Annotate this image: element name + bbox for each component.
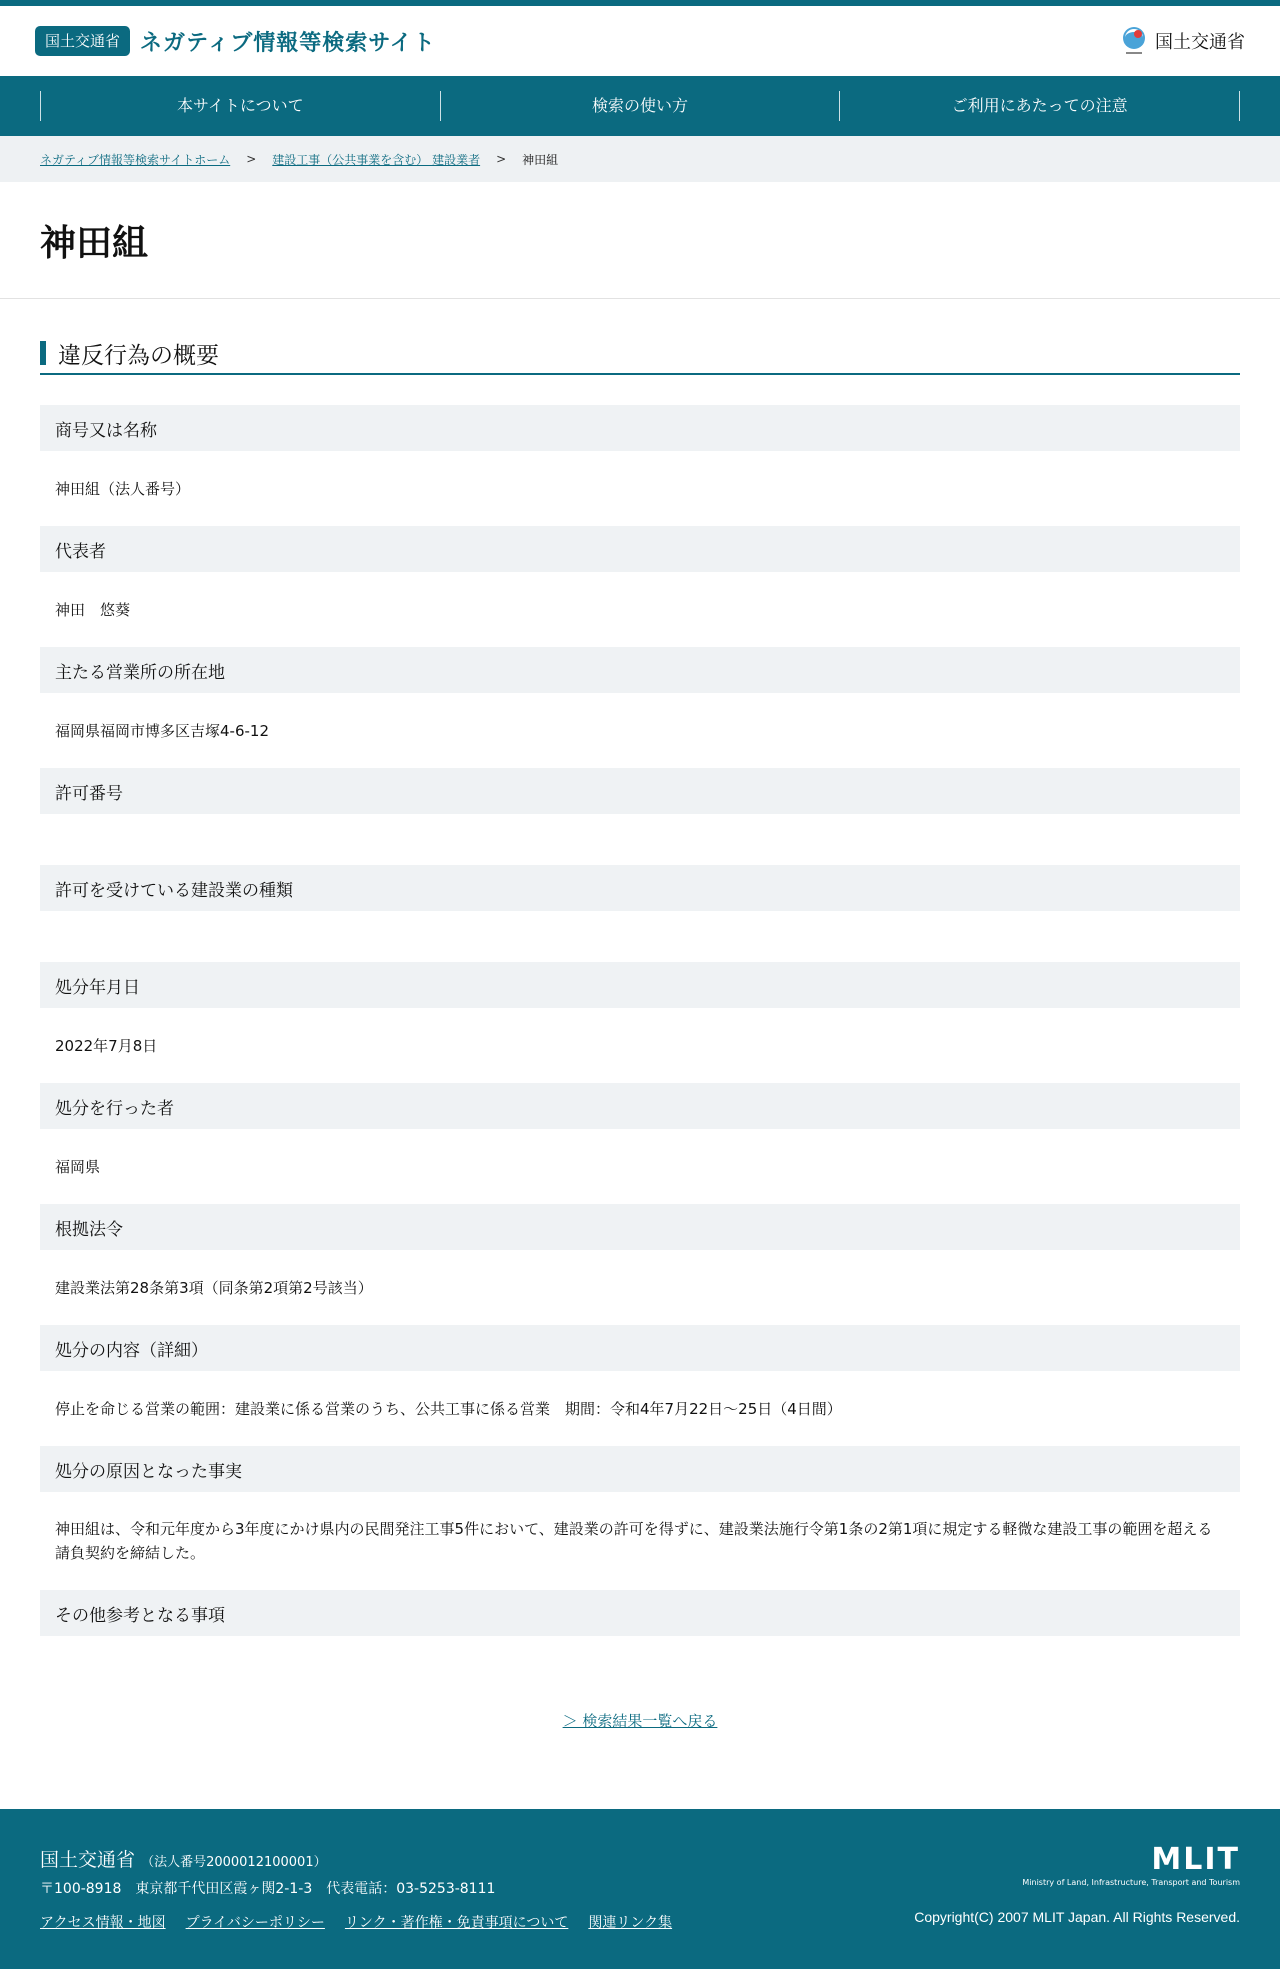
section-heading-text: 違反行為の概要 bbox=[58, 342, 219, 369]
field-label-disposition-details: 処分の内容（詳細） bbox=[40, 1325, 1240, 1371]
footer-link-copyright[interactable]: リンク・著作権・免責事項について bbox=[344, 1915, 569, 1931]
mlit-wordmark: MLIT bbox=[1151, 1842, 1240, 1877]
ministry-logo-text: 国土交通省 bbox=[1155, 32, 1245, 53]
footer-link-access[interactable]: アクセス情報・地図 bbox=[40, 1915, 166, 1931]
breadcrumb-current: 神田組 bbox=[522, 152, 559, 167]
ministry-badge: 国土交通省 bbox=[35, 26, 130, 56]
field-label-other-notes: その他参考となる事項 bbox=[40, 1590, 1240, 1636]
violation-details bbox=[40, 405, 1240, 1636]
section-heading bbox=[40, 337, 1240, 375]
field-label-license-types: 許可を受けている建設業の種類 bbox=[40, 865, 1240, 911]
site-header bbox=[0, 6, 1280, 76]
field-value-company-name: 神田組（法人番号） bbox=[55, 479, 191, 498]
field-value-license-types bbox=[40, 911, 1240, 962]
field-value-cause-facts: 神田組は、令和元年度から3年度にかけ県内の民間発注工事5件において、建設業の許可を得ずに、建設業法施行令第1条の2第1項に規定する軽微な建設工事の範囲を超える請負契約を締結した。 bbox=[55, 1520, 1213, 1562]
main-nav bbox=[0, 76, 1280, 136]
site-title: ネガティブ情報等検索サイト bbox=[140, 30, 436, 56]
ministry-logo[interactable] bbox=[1119, 25, 1245, 57]
field-label-cause-facts: 処分の原因となった事実 bbox=[40, 1446, 1240, 1492]
field-label-representative: 代表者 bbox=[40, 526, 1240, 572]
page-title-area bbox=[0, 182, 1280, 299]
field-label-legal-basis: 根拠法令 bbox=[40, 1204, 1240, 1250]
field-label-company-name: 商号又は名称 bbox=[40, 405, 1240, 451]
footer-link-related[interactable]: 関連リンク集 bbox=[588, 1915, 673, 1931]
field-value-license-number bbox=[40, 814, 1240, 865]
breadcrumb-separator: > bbox=[496, 152, 507, 166]
breadcrumb-separator: > bbox=[246, 152, 257, 166]
footer-mlit-logo[interactable] bbox=[1022, 1842, 1240, 1887]
breadcrumb-category-link[interactable]: 建設工事（公共事業を含む） 建設業者 bbox=[272, 152, 481, 167]
footer-org-name: 国土交通省 bbox=[40, 1849, 136, 1871]
nav-how-to-search[interactable]: 検索の使い方 bbox=[440, 91, 840, 121]
footer-address: 〒100-8918 東京都千代田区霞ヶ関2-1-3 代表電話：03-5253-8111 bbox=[40, 1881, 496, 1897]
site-footer bbox=[0, 1809, 1280, 1969]
copyright-text: Copyright(C) 2007 MLIT Japan. All Rights Reserved. bbox=[914, 1909, 1240, 1925]
nav-terms-of-use[interactable]: ご利用にあたっての注意 bbox=[839, 91, 1240, 121]
breadcrumb-home-link[interactable]: ネガティブ情報等検索サイトホーム bbox=[40, 152, 231, 167]
back-to-results-link[interactable]: ＞ 検索結果一覧へ戻る bbox=[562, 1712, 718, 1730]
field-label-license-number: 許可番号 bbox=[40, 768, 1240, 814]
field-value-legal-basis: 建設業法第28条第3項（同条第2項第2号該当） bbox=[55, 1278, 373, 1297]
page-title: 神田組 bbox=[40, 222, 149, 264]
field-label-disposition-date: 処分年月日 bbox=[40, 962, 1240, 1008]
back-link-area bbox=[40, 1710, 1240, 1742]
field-value-representative: 神田 悠葵 bbox=[55, 600, 131, 619]
field-label-main-office: 主たる営業所の所在地 bbox=[40, 647, 1240, 693]
footer-link-privacy[interactable]: プライバシーポリシー bbox=[185, 1915, 325, 1931]
field-value-disposition-details: 停止を命じる営業の範囲：建設業に係る営業のうち、公共工事に係る営業 期間：令和4年7月22日～25日（4日間） bbox=[55, 1399, 842, 1418]
mlit-wordmark-subtitle: Ministry of Land, Infrastructure, Transport and Tourism bbox=[1022, 1878, 1240, 1887]
site-brand[interactable] bbox=[35, 26, 436, 57]
nav-about[interactable]: 本サイトについて bbox=[40, 91, 440, 121]
section-heading-accent bbox=[40, 341, 46, 365]
field-value-disposing-authority: 福岡県 bbox=[55, 1157, 101, 1176]
breadcrumb bbox=[0, 136, 1280, 182]
ministry-emblem-icon bbox=[1119, 25, 1149, 57]
field-value-disposition-date: 2022年7月8日 bbox=[55, 1036, 158, 1055]
field-label-disposing-authority: 処分を行った者 bbox=[40, 1083, 1240, 1129]
field-value-main-office: 福岡県福岡市博多区吉塚4-6-12 bbox=[55, 721, 270, 740]
footer-corp-number: （法人番号2000012100001） bbox=[141, 1855, 327, 1870]
main-content bbox=[0, 299, 1280, 1742]
